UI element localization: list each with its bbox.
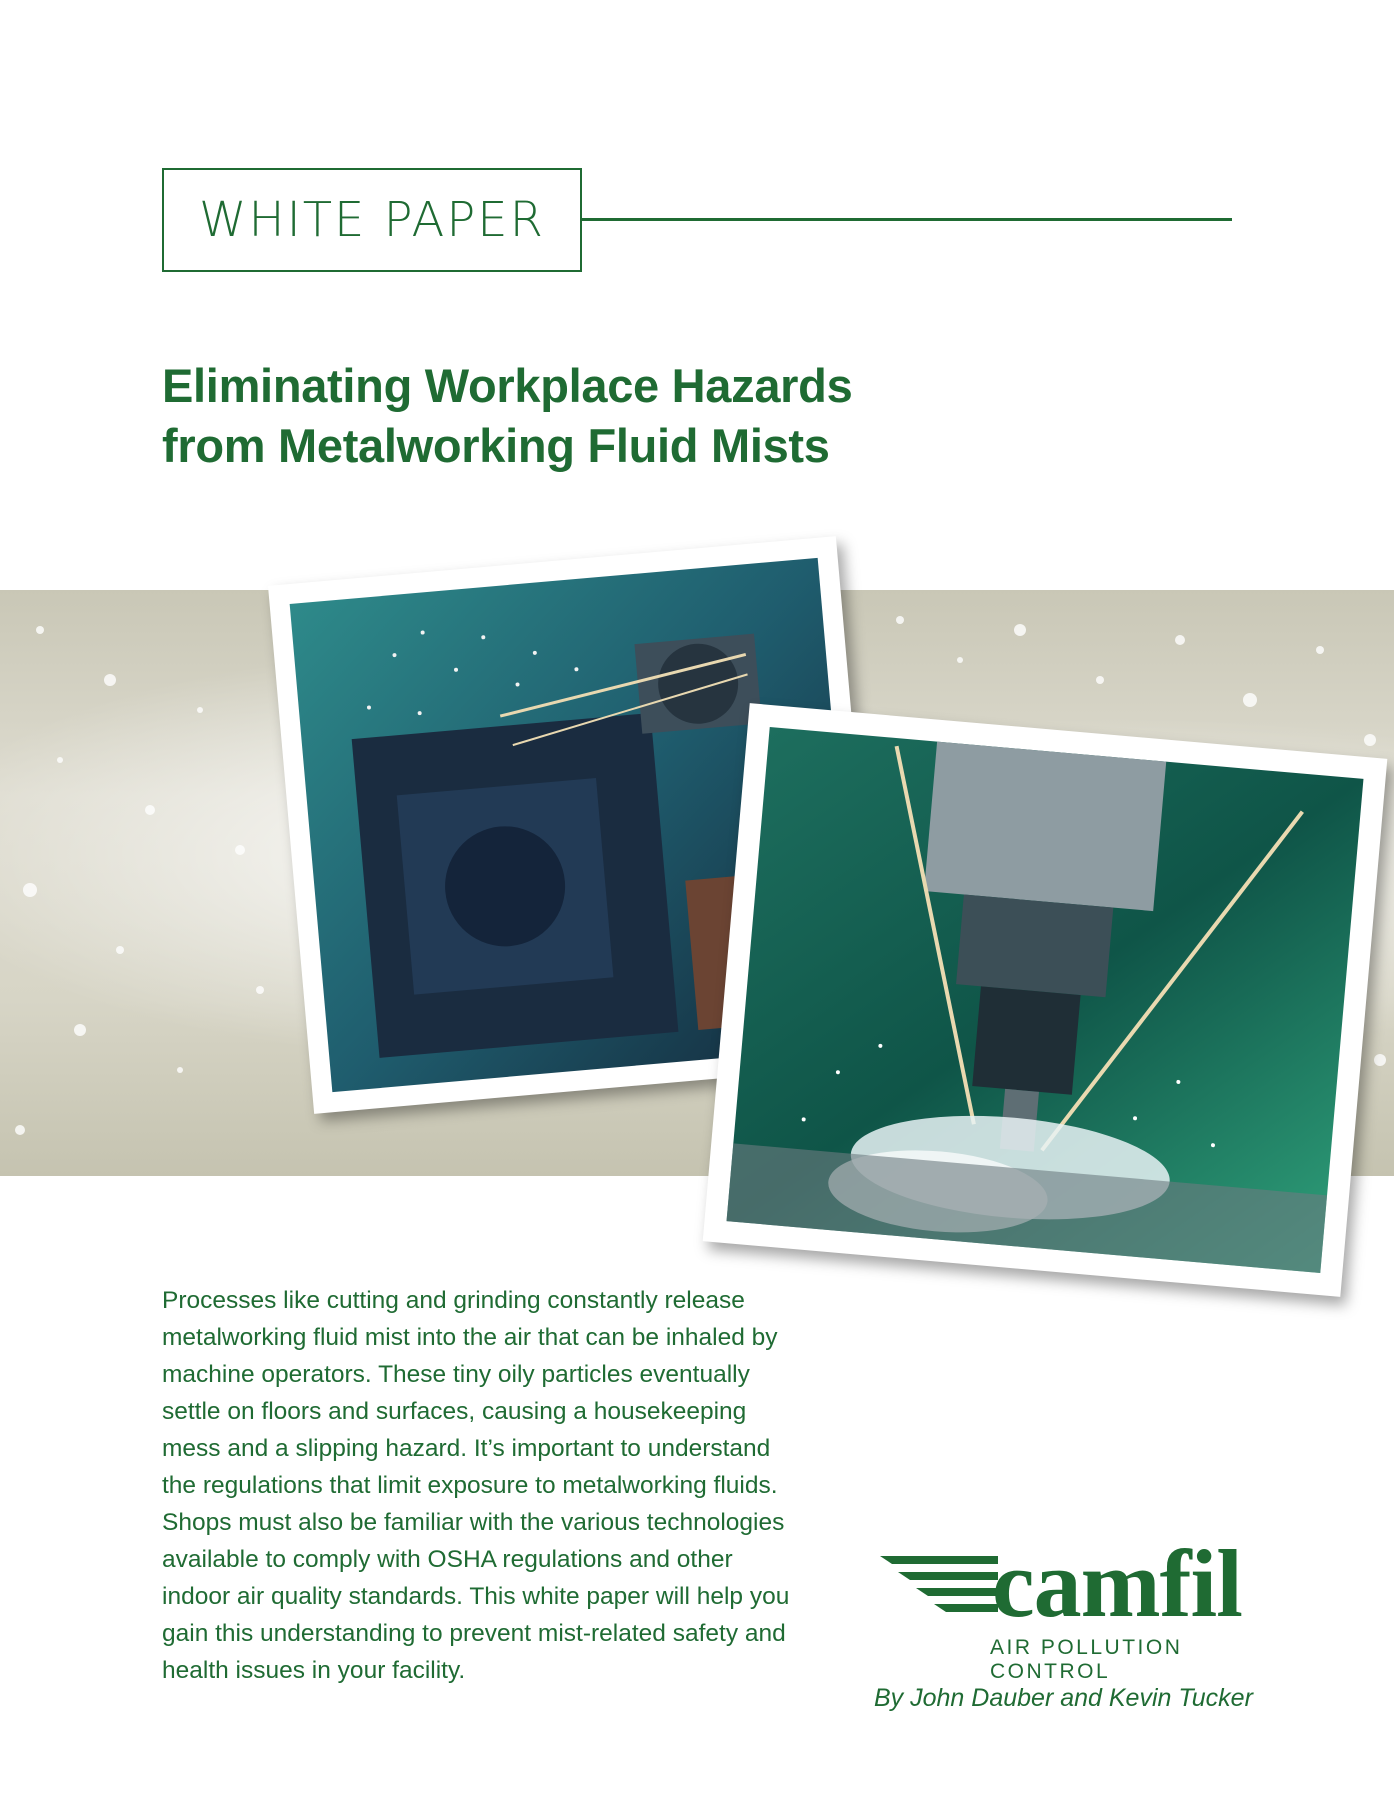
title-line-1: Eliminating Workplace Hazards — [162, 359, 853, 412]
white-paper-label-box — [162, 168, 582, 272]
logo-wordmark: camfil — [992, 1530, 1242, 1637]
page-title — [162, 356, 1162, 476]
photo-milling — [703, 703, 1388, 1297]
milling-image — [703, 703, 1388, 1297]
camfil-wing-icon — [880, 1556, 1000, 1626]
title-line-2: from Metalworking Fluid Mists — [162, 419, 830, 472]
author-byline: By John Dauber and Kevin Tucker — [874, 1684, 1253, 1712]
white-paper-label: WHITE PAPER — [199, 192, 545, 248]
intro-paragraph: Processes like cutting and grinding constantly release metalworking fluid mist into the air that can be inhaled by machine operators. These tiny oily particles eventually settle on floors and surfaces, causing a housekeeping mess and a slipping hazard. It’s important to understand the regulations that limit exposure to metalworking fluids. Shops must also be familiar with the various technologies available to comply with OSHA regulations and other indoor air quality standards. This white paper will help you gain this understanding to prevent mist-related safety and health issues in your facility. — [162, 1287, 790, 1684]
header-rule — [582, 218, 1232, 221]
logo-subtitle: AIR POLLUTION CONTROL — [990, 1636, 1183, 1683]
camfil-logo — [880, 1530, 1290, 1683]
